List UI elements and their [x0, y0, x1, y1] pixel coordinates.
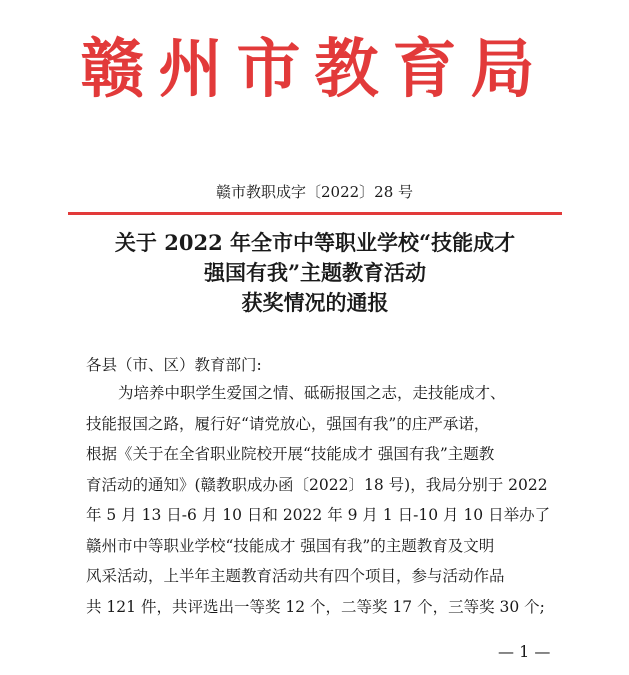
- body-line: 技能报国之路，履行好“请党放心，强国有我”的庄严承诺，: [86, 414, 490, 433]
- title-line: 获奖情况的通报: [241, 290, 389, 315]
- title-line: 强国有我”主题教育活动: [203, 260, 427, 285]
- body-line: 共 121 件，共评选出一等奖 12 个，二等奖 17 个，三等奖 30 个;: [86, 597, 545, 616]
- body-line: 年 5 月 13 日-6 月 10 日和 2022 年 9 月 1 日-10 月 10 日举办了: [86, 506, 551, 524]
- body-line: 风采活动，上半年主题教育活动共有四个项目，参与活动作品: [86, 567, 505, 585]
- body-line: 赣州市中等职业学校“技能成才 强国有我”的主题教育及文明: [86, 536, 495, 555]
- red-divider-line: [68, 212, 562, 215]
- page-number: — 1 —: [498, 642, 551, 661]
- body-line: 育活动的通知》(赣教职成办函〔2022〕18 号)，我局分别于 2022: [86, 475, 548, 494]
- body-line: 根据《关于在全省职业院校开展“技能成才 强国有我”主题教: [86, 445, 495, 463]
- masthead-title: 赣州市教育局: [80, 32, 549, 107]
- title-line: 关于 2022 年全市中等职业学校“技能成才: [114, 230, 516, 255]
- body-line: 为培养中职学生爱国之情、砥砺报国之志，走技能成才、: [118, 384, 506, 402]
- notice-title: [60, 228, 570, 318]
- document-number: 赣市教职成字〔2022〕28 号: [215, 183, 414, 201]
- body-paragraph: [86, 378, 556, 622]
- salutation: 各县（市、区）教育部门:: [86, 356, 262, 374]
